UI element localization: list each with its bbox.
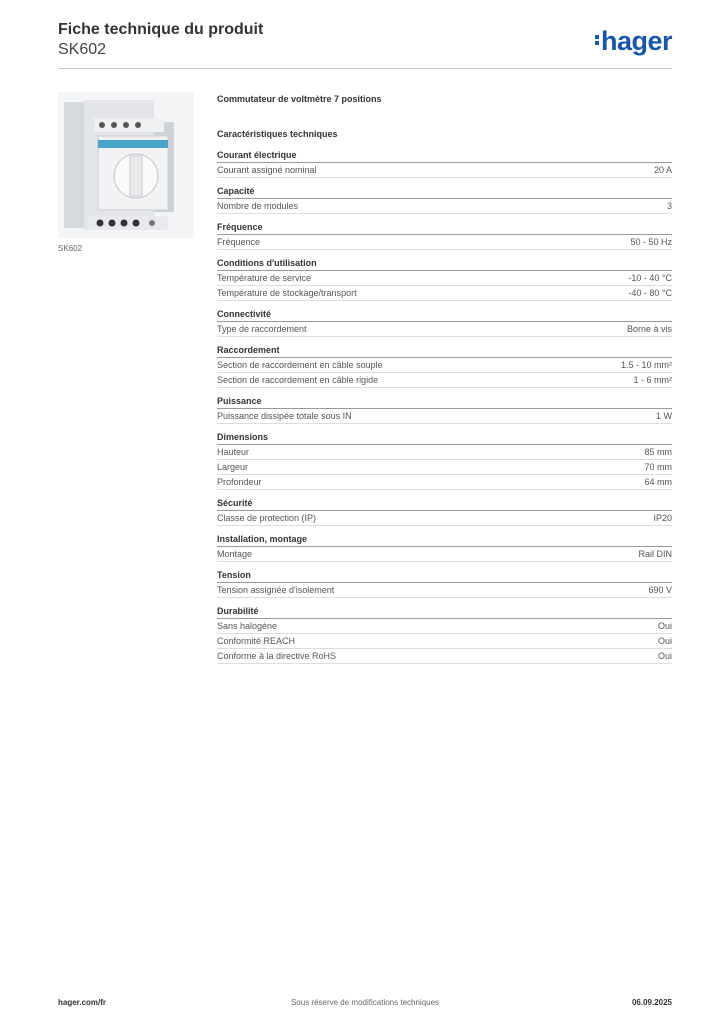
spec-value: Oui [657, 651, 672, 661]
spec-row [217, 358, 672, 373]
spec-row [217, 235, 672, 250]
spec-label: Section de raccordement en câble souple [217, 360, 383, 370]
spec-group [217, 498, 672, 526]
spec-row [217, 271, 672, 286]
logo-text: hager [600, 26, 672, 56]
spec-group-title: Fréquence [217, 222, 672, 235]
spec-row [217, 649, 672, 664]
spec-value: 70 mm [644, 462, 672, 472]
spec-row [217, 409, 672, 424]
spec-group-title: Connectivité [217, 309, 672, 322]
spec-value: 64 mm [644, 477, 672, 487]
footer-note: Sous réserve de modifications techniques [290, 998, 440, 1007]
image-caption: SK602 [58, 244, 83, 253]
technical-characteristics-heading: Caractéristiques techniques [217, 129, 338, 139]
spec-row [217, 286, 672, 301]
spec-row [217, 475, 672, 490]
footer-website-link[interactable]: hager.com/fr [58, 998, 107, 1007]
spec-label: Section de raccordement en câble rigide [217, 375, 379, 385]
spec-label: Hauteur [217, 447, 250, 457]
spec-group-title: Installation, montage [217, 534, 672, 547]
spec-value: 1 W [655, 411, 672, 421]
spec-value: 20 A [653, 165, 672, 175]
product-name: Commutateur de voltmètre 7 positions [217, 94, 382, 104]
spec-label: Température de service [217, 273, 312, 283]
spec-label: Profondeur [217, 477, 262, 487]
spec-group-title: Courant électrique [217, 150, 672, 163]
spec-value: 1.5 - 10 mm² [620, 360, 672, 370]
specifications [217, 94, 672, 672]
spec-label: Fréquence [217, 237, 261, 247]
spec-group-title: Dimensions [217, 432, 672, 445]
spec-row [217, 163, 672, 178]
spec-row [217, 634, 672, 649]
spec-label: Type de raccordement [217, 324, 307, 334]
spec-value: Oui [657, 636, 672, 646]
spec-label: Courant assigné nominal [217, 165, 317, 175]
spec-row [217, 511, 672, 526]
spec-value: 1 - 6 mm² [633, 375, 672, 385]
modular-switch-device-image [58, 92, 194, 238]
spec-value: Borne à vis [626, 324, 672, 334]
spec-label: Nombre de modules [217, 201, 299, 211]
spec-label: Puissance dissipée totale sous IN [217, 411, 352, 421]
spec-label: Température de stockage/transport [217, 288, 357, 298]
spec-group [217, 432, 672, 490]
spec-label: Conformité REACH [217, 636, 296, 646]
spec-value: 3 [666, 201, 672, 211]
spec-group-title: Raccordement [217, 345, 672, 358]
spec-row [217, 547, 672, 562]
logo-dots-icon [595, 33, 599, 47]
spec-value: 50 - 50 Hz [630, 237, 672, 247]
spec-group [217, 345, 672, 388]
spec-value: -10 - 40 °C [628, 273, 672, 283]
spec-group [217, 309, 672, 337]
document-title: Fiche technique du produit [58, 21, 264, 38]
spec-value: 690 V [648, 585, 672, 595]
hager-logo [595, 26, 672, 57]
header-divider [58, 68, 672, 69]
spec-group [217, 606, 672, 664]
spec-group [217, 396, 672, 424]
spec-group-title: Capacité [217, 186, 672, 199]
spec-group [217, 186, 672, 214]
spec-label: Conforme à la directive RoHS [217, 651, 337, 661]
spec-group [217, 570, 672, 598]
spec-row [217, 583, 672, 598]
spec-groups [217, 150, 672, 664]
spec-value: -40 - 80 °C [628, 288, 672, 298]
spec-row [217, 445, 672, 460]
spec-group-title: Tension [217, 570, 672, 583]
spec-label: Tension assignée d'isolement [217, 585, 335, 595]
spec-group-title: Durabilité [217, 606, 672, 619]
product-reference: SK602 [58, 41, 107, 58]
spec-label: Largeur [217, 462, 249, 472]
spec-row [217, 373, 672, 388]
spec-row [217, 619, 672, 634]
spec-group-title: Conditions d'utilisation [217, 258, 672, 271]
spec-group [217, 258, 672, 301]
spec-label: Montage [217, 549, 253, 559]
spec-row [217, 322, 672, 337]
spec-group [217, 534, 672, 562]
spec-value: Rail DIN [638, 549, 672, 559]
spec-group-title: Puissance [217, 396, 672, 409]
spec-row [217, 460, 672, 475]
product-image [58, 92, 194, 238]
spec-value: Oui [657, 621, 672, 631]
spec-group-title: Sécurité [217, 498, 672, 511]
spec-group [217, 150, 672, 178]
footer-date: 06.09.2025 [631, 998, 672, 1007]
spec-value: 85 mm [644, 447, 672, 457]
spec-value: IP20 [653, 513, 672, 523]
spec-label: Classe de protection (IP) [217, 513, 317, 523]
spec-label: Sans halogène [217, 621, 278, 631]
spec-group [217, 222, 672, 250]
document-header [58, 20, 672, 60]
spec-row [217, 199, 672, 214]
